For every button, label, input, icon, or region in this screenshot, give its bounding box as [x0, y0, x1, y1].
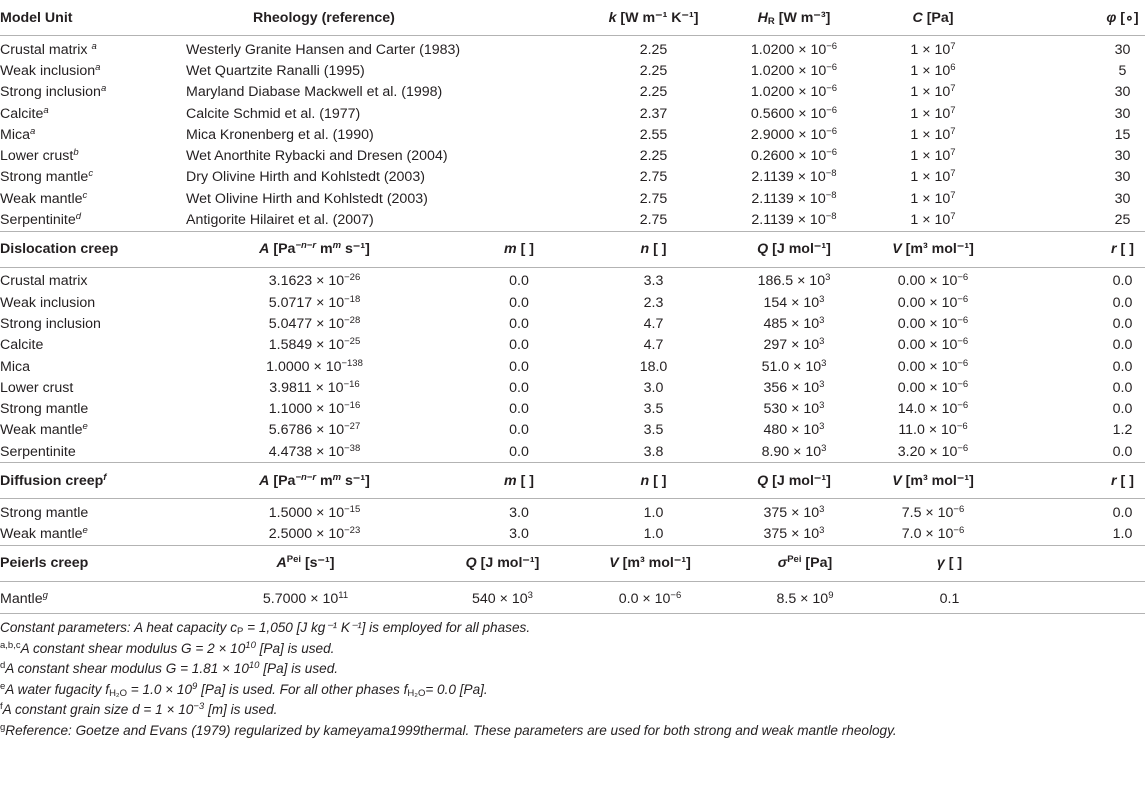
- phi-value: 30: [1114, 148, 1131, 165]
- k-value: 2.55: [639, 126, 668, 143]
- table-row: [0, 420, 1145, 441]
- k-value: 2.75: [639, 212, 668, 229]
- table-row: [0, 60, 1145, 81]
- row-name: Strong inclusion: [0, 315, 101, 332]
- v-value: $0.00 \times 10^{-6}$: [897, 336, 969, 354]
- table-row: [0, 335, 1145, 356]
- diffusion-header-row: [0, 463, 1145, 499]
- m-value: 0.0: [509, 401, 529, 418]
- a-value: $5.0477 \times 10^{-28}$: [268, 314, 361, 332]
- n-value: 3.0: [643, 379, 664, 396]
- table-footnotes: [0, 613, 1145, 742]
- row-name: Strong mantle$^c$: [0, 168, 94, 186]
- c-value: $1 \times 10^7$: [910, 211, 956, 229]
- model-unit-header-row: [0, 0, 1145, 36]
- v-value: $0.00 \times 10^{-6}$: [897, 378, 969, 396]
- phi-value: 30: [1114, 41, 1131, 58]
- v-heading: V [m³ mol⁻¹]: [892, 241, 974, 258]
- table-row: [0, 441, 1145, 463]
- n-value: 3.3: [643, 273, 664, 290]
- apei-heading: $A^{Pei}$ [s⁻¹]: [276, 554, 335, 572]
- table-row: [0, 167, 1145, 188]
- a-value: $3.1623 \times 10^{-26}$: [268, 272, 361, 290]
- table-row: [0, 356, 1145, 377]
- row-name: Mica: [0, 358, 30, 375]
- apei-value: $5.7000 \times 10^{11}$: [262, 589, 349, 607]
- row-name: Calcite$^a$: [0, 104, 49, 122]
- row-name: Weak inclusion: [0, 294, 96, 311]
- a-heading: A [$Pa^{-n-r}$ $m^m$ s⁻¹]: [259, 240, 370, 258]
- rheology-value: Calcite Schmid et al. (1977): [186, 105, 361, 122]
- c-value: $1 \times 10^7$: [910, 189, 956, 207]
- row-name: Strong mantle: [0, 504, 89, 521]
- hr-value: $2.1139 \times 10^{-8}$: [751, 211, 837, 229]
- m-heading: m [ ]: [504, 472, 534, 489]
- n-value: 1.0: [643, 526, 664, 543]
- row-name: Lower crust$^b$: [0, 147, 79, 165]
- v-value: $0.00 \times 10^{-6}$: [897, 293, 969, 311]
- row-name: Lower crust: [0, 379, 74, 396]
- r-value: 1.0: [1112, 526, 1133, 543]
- q-value: $8.90 \times 10^3$: [761, 442, 827, 460]
- v-value: $11.0 \times 10^{-6}$: [898, 421, 968, 439]
- table-row: [0, 36, 1145, 61]
- rheology-value: Maryland Diabase Mackwell et al. (1998): [186, 84, 443, 101]
- table-row: [0, 313, 1145, 334]
- k-value: 2.75: [639, 169, 668, 186]
- a-heading: A [$Pa^{-n-r}$ $m^m$ s⁻¹]: [259, 471, 370, 489]
- a-value: $2.5000 \times 10^{-23}$: [268, 525, 361, 543]
- q-value: $530 \times 10^3$: [763, 400, 825, 418]
- k-value: 2.37: [639, 105, 668, 122]
- hr-value: $0.2600 \times 10^{-6}$: [750, 147, 838, 165]
- n-value: 4.7: [643, 315, 664, 332]
- v-value: $0.00 \times 10^{-6}$: [897, 357, 969, 375]
- v-value: $14.0 \times 10^{-6}$: [897, 400, 969, 418]
- rheology-heading: Rheology (reference): [253, 9, 395, 26]
- row-name: Serpentinite$^d$: [0, 211, 82, 229]
- q-value: $297 \times 10^3$: [763, 336, 825, 354]
- v-value: $0.00 \times 10^{-6}$: [897, 272, 969, 290]
- r-value: 0.0: [1112, 337, 1133, 354]
- hr-value: $1.0200 \times 10^{-6}$: [750, 61, 838, 79]
- r-value: 0.0: [1112, 443, 1133, 460]
- hr-value: $2.9000 \times 10^{-6}$: [750, 125, 838, 143]
- peierls-heading: Peierls creep: [0, 555, 89, 572]
- table-row: [0, 82, 1145, 103]
- a-value: $5.6786 \times 10^{-27}$: [268, 421, 361, 439]
- r-value: 0.0: [1112, 358, 1133, 375]
- a-value: $1.5849 \times 10^{-25}$: [268, 336, 361, 354]
- q-value: $485 \times 10^3$: [763, 314, 825, 332]
- footnote-d: $^d$A constant shear modulus $G = 1.81 \times 10^{10}$ [Pa] is used.: [0, 660, 339, 677]
- c-value: $1 \times 10^6$: [910, 61, 956, 79]
- q-value: $375 \times 10^3$: [763, 525, 825, 543]
- diffusion-body: [0, 499, 1145, 545]
- phi-value: 30: [1114, 190, 1131, 207]
- n-value: 4.7: [643, 337, 664, 354]
- footnote-f: $^f$A constant grain size $d = 1 \times 10^{-3}$ [m] is used.: [0, 701, 278, 718]
- k-value: 2.25: [639, 41, 668, 58]
- q-heading: Q [J mol⁻¹]: [757, 241, 831, 258]
- n-value: 3.8: [643, 443, 664, 460]
- n-heading: n [ ]: [640, 472, 667, 489]
- r-value: 0.0: [1112, 379, 1133, 396]
- phi-value: 30: [1114, 105, 1131, 122]
- row-name: Calcite: [0, 337, 44, 354]
- m-value: 3.0: [509, 526, 529, 543]
- hr-value: $2.1139 \times 10^{-8}$: [751, 168, 837, 186]
- hr-value: $1.0200 \times 10^{-6}$: [750, 40, 838, 58]
- r-value: 0.0: [1112, 315, 1133, 332]
- table-row: [0, 377, 1145, 398]
- q-value: $480 \times 10^3$: [763, 421, 825, 439]
- m-value: 0.0: [509, 358, 529, 375]
- table-row: [0, 267, 1145, 292]
- table-row: [0, 145, 1145, 166]
- r-value: 0.0: [1112, 294, 1133, 311]
- footnote-constant-parameters: Constant parameters: A heat capacity $c_P = 1,050$ [J kg⁻¹ K⁻¹] is employed for all phases.: [0, 619, 531, 637]
- rheology-value: Wet Anorthite Rybacki and Dresen (2004): [186, 148, 448, 165]
- rheology-value: Mica Kronenberg et al. (1990): [186, 126, 374, 143]
- m-value: 0.0: [509, 315, 529, 332]
- gamma-heading: γ [ ]: [936, 555, 963, 572]
- c-heading: C [Pa]: [912, 9, 954, 26]
- rheology-value: Dry Olivine Hirth and Kohlstedt (2003): [186, 169, 425, 186]
- row-name: Weak inclusion$^a$: [0, 61, 101, 79]
- peierls-table: [0, 545, 1145, 613]
- n-value: 1.0: [643, 504, 664, 521]
- q-heading: Q [J mol⁻¹]: [757, 472, 831, 489]
- k-value: 2.25: [639, 84, 668, 101]
- hr-value: $2.1139 \times 10^{-8}$: [751, 189, 837, 207]
- row-name: Weak mantle$^c$: [0, 189, 88, 207]
- n-value: 2.3: [643, 294, 664, 311]
- row-name: Mantle$^g$: [0, 589, 48, 607]
- phi-value: 30: [1114, 84, 1131, 101]
- a-value: $1.1000 \times 10^{-16}$: [268, 400, 361, 418]
- row-name: Serpentinite: [0, 443, 76, 460]
- r-value: 1.2: [1112, 422, 1133, 439]
- m-value: 0.0: [509, 422, 529, 439]
- table-row: [0, 499, 1145, 524]
- rheology-value: Wet Quartzite Ranalli (1995): [186, 62, 365, 79]
- n-value: 18.0: [639, 358, 668, 375]
- v-value: $0.0 \times 10^{-6}$: [618, 589, 682, 607]
- model-units-body: [0, 36, 1145, 232]
- footnote-e: $^e$A water fugacity $f_{H_2O} = 1.0 \times 10^9$ [Pa] is used. For all other phases $f_{H_2O}= 0.0$ [Pa].: [0, 680, 488, 699]
- row-name: Crustal matrix: [0, 273, 88, 290]
- rheology-value: Westerly Granite Hansen and Carter (1983): [186, 41, 461, 58]
- v-value: $7.0 \times 10^{-6}$: [901, 525, 965, 543]
- r-value: 0.0: [1112, 273, 1133, 290]
- n-heading: n [ ]: [640, 241, 667, 258]
- r-heading: r [ ]: [1111, 241, 1134, 258]
- row-name: Crustal matrix $^a$: [0, 40, 97, 58]
- m-value: 0.0: [509, 294, 529, 311]
- r-heading: r [ ]: [1111, 472, 1134, 489]
- table-row: [0, 581, 1145, 613]
- phi-value: 30: [1114, 169, 1131, 186]
- v-value: $7.5 \times 10^{-6}$: [901, 503, 965, 521]
- hr-value: $0.5600 \times 10^{-6}$: [750, 104, 838, 122]
- table-row: [0, 398, 1145, 419]
- a-value: $4.4738 \times 10^{-38}$: [268, 442, 361, 460]
- rheology-value: Antigorite Hilairet et al. (2007): [186, 212, 374, 229]
- row-name: Strong inclusion$^a$: [0, 83, 107, 101]
- model-unit-heading: Model Unit: [0, 9, 73, 26]
- q-value: $154 \times 10^3$: [763, 293, 825, 311]
- phi-value: 5: [1118, 62, 1127, 79]
- q-heading: Q [J mol⁻¹]: [465, 555, 540, 572]
- c-value: $1 \times 10^7$: [910, 168, 956, 186]
- k-heading: k [W m⁻¹ K⁻¹]: [608, 9, 699, 26]
- v-value: $3.20 \times 10^{-6}$: [897, 442, 969, 460]
- footnote-abc: $^{a,b,c}$A constant shear modulus $G = 2 \times 10^{10}$ [Pa] is used.: [0, 639, 335, 656]
- footnote-g: $^g$Reference: Goetze and Evans (1979) regularized by kameyama1999thermal. These parameters are used for both strong and weak mantle rheology.: [0, 721, 897, 738]
- diffusion-heading: Diffusion creep$^f$: [0, 471, 107, 489]
- q-value: $186.5 \times 10^3$: [757, 272, 831, 290]
- v-heading: V [m³ mol⁻¹]: [892, 472, 974, 489]
- table-row: [0, 524, 1145, 545]
- phi-value: 15: [1114, 126, 1131, 143]
- q-value: $540 \times 10^3$: [472, 589, 533, 607]
- gamma-value: 0.1: [939, 590, 960, 607]
- hr-heading: $H_R$ [W m⁻³]: [757, 9, 831, 27]
- phi-value: 25: [1114, 212, 1131, 229]
- c-value: $1 \times 10^7$: [910, 104, 956, 122]
- sigma-heading: $\sigma^{Pei}$ [Pa]: [777, 554, 833, 572]
- hr-value: $1.0200 \times 10^{-6}$: [750, 83, 838, 101]
- a-value: $1.5000 \times 10^{-15}$: [268, 503, 361, 521]
- m-value: 0.0: [509, 273, 529, 290]
- c-value: $1 \times 10^7$: [910, 83, 956, 101]
- c-value: $1 \times 10^7$: [910, 40, 956, 58]
- peierls-header-row: [0, 545, 1145, 581]
- m-heading: m [ ]: [504, 241, 534, 258]
- row-name: Mica$^a$: [0, 125, 36, 143]
- rheology-value: Wet Olivine Hirth and Kohlstedt (2003): [186, 190, 428, 207]
- row-name: Weak mantle$^e$: [0, 421, 88, 439]
- m-value: 0.0: [509, 337, 529, 354]
- table-row: [0, 292, 1145, 313]
- a-value: $3.9811 \times 10^{-16}$: [269, 378, 360, 396]
- n-value: 3.5: [643, 422, 664, 439]
- v-heading: V [m³ mol⁻¹]: [609, 555, 691, 572]
- dislocation-header-row: [0, 231, 1145, 267]
- row-name: Weak mantle$^e$: [0, 525, 88, 543]
- sigma-value: $8.5 \times 10^9$: [776, 589, 834, 607]
- phi-heading: φ [∘]: [1106, 9, 1139, 26]
- k-value: 2.25: [639, 62, 668, 79]
- a-value: $5.0717 \times 10^{-18}$: [268, 293, 361, 311]
- c-value: $1 \times 10^7$: [910, 125, 956, 143]
- q-value: $356 \times 10^3$: [763, 378, 825, 396]
- dislocation-heading: Dislocation creep: [0, 241, 119, 258]
- r-value: 0.0: [1112, 401, 1133, 418]
- r-value: 0.0: [1112, 504, 1133, 521]
- q-value: $51.0 \times 10^3$: [761, 357, 827, 375]
- a-value: $1.0000 \times 10^{-138}$: [266, 357, 363, 375]
- row-name: Strong mantle: [0, 401, 89, 418]
- table-row: [0, 209, 1145, 231]
- v-value: $0.00 \times 10^{-6}$: [897, 314, 969, 332]
- dislocation-body: [0, 267, 1145, 463]
- table-row: [0, 103, 1145, 124]
- m-value: 0.0: [509, 443, 529, 460]
- c-value: $1 \times 10^7$: [910, 147, 956, 165]
- k-value: 2.25: [639, 148, 668, 165]
- table-row: [0, 124, 1145, 145]
- m-value: 0.0: [509, 379, 529, 396]
- table-row: [0, 188, 1145, 209]
- n-value: 3.5: [643, 401, 664, 418]
- q-value: $375 \times 10^3$: [763, 503, 825, 521]
- k-value: 2.75: [639, 190, 668, 207]
- m-value: 3.0: [509, 504, 529, 521]
